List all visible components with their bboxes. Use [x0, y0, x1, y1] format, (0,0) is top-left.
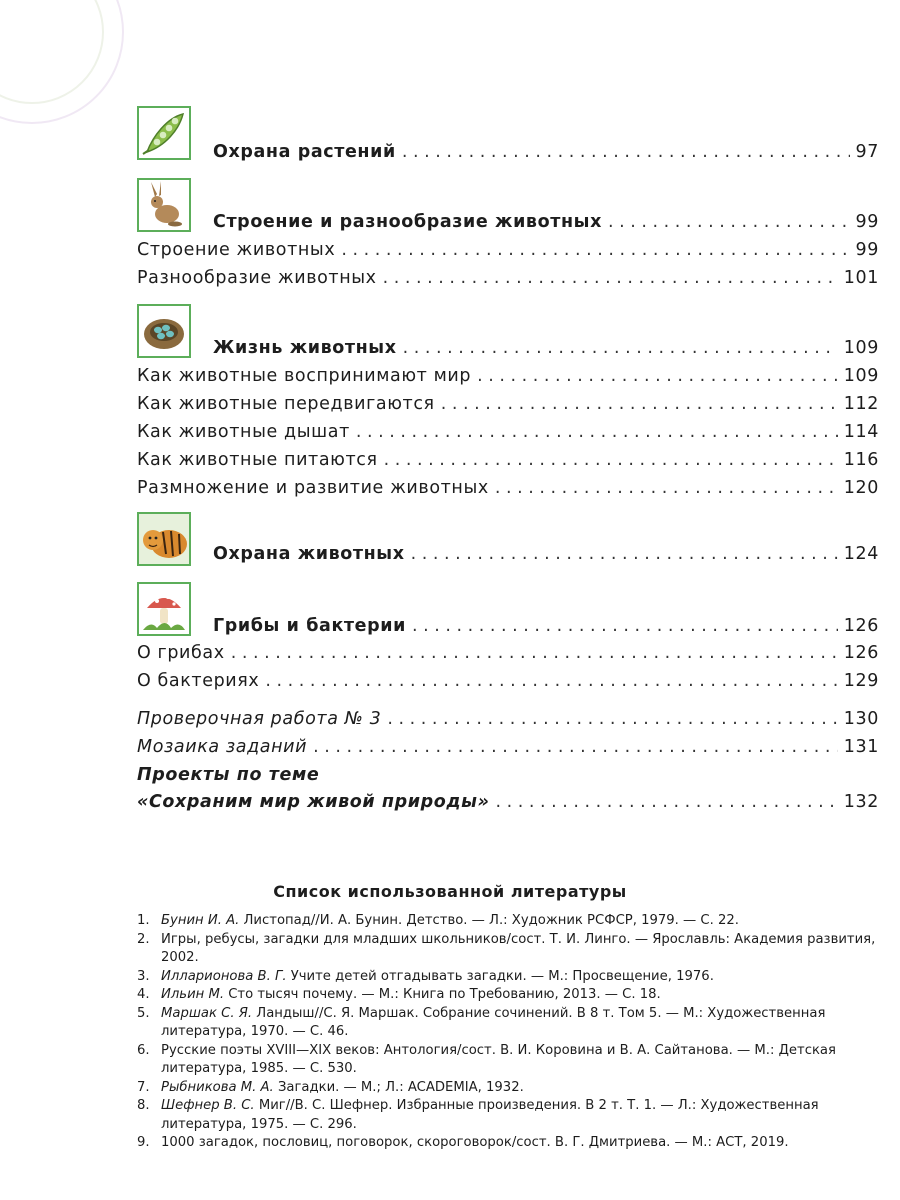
toc-section-heading[interactable]: Жизнь животных . . . 109: [137, 338, 879, 366]
literature-item: 1. Бунин И. А. Листопад//И. А. Бунин. Детство. — Л.: Художник РСФСР, 1979. — С. 22.: [137, 913, 739, 928]
literature-item: 8. Шефнер В. С. Миг//В. С. Шефнер. Избранные произведения. В 2 т. Т. 1. — Л.: Художественная литература, 1975. — С. 296.: [137, 1098, 819, 1132]
toc-section-heading[interactable]: Грибы и бактерии . . . 126: [137, 616, 879, 644]
literature-item: 4. Ильин М. Сто тысяч почему. — М.: Книга по Требованию, 2013. — С. 18.: [137, 987, 661, 1002]
toc-entry[interactable]: Размножение и развитие животных . . . 120: [137, 478, 879, 506]
toc-entry[interactable]: Как животные дышат . . . 114: [137, 422, 879, 450]
toc-entry[interactable]: Как животные воспринимают мир . . . 109: [137, 366, 879, 394]
literature-item: 5. Маршак С. Я. Ландыш//С. Я. Маршак. Собрание сочинений. В 8 т. Том 5. — М.: Художественная литература, 1970. — С. 46.: [137, 1005, 826, 1039]
toc-entry[interactable]: Как животные питаются . . . 116: [137, 450, 879, 478]
literature-item: 3. Илларионова В. Г. Учите детей отгадывать загадки. — М.: Просвещение, 1976.: [137, 968, 714, 984]
toc-section-heading[interactable]: Охрана животных . . . 124: [137, 544, 879, 572]
literature-list: [137, 912, 885, 1153]
toc-entry[interactable]: Проверочная работа № 3 . . . 130: [137, 709, 879, 737]
literature-item: 6. Русские поэты XVIII—XIX веков: Антология/сост. В. И. Коровина и В. А. Сайтанова. — М.: Детская литература, 1985. — С. 530.: [137, 1042, 836, 1076]
toc-entry[interactable]: «Сохраним мир живой природы» . . . 132: [137, 792, 879, 820]
literature-item: 2. Игры, ребусы, загадки для младших школьников/сост. Т. И. Линго. — Ярославль: Академия развития, 2002.: [137, 931, 876, 965]
literature-title: Список использованной литературы: [273, 882, 627, 901]
toc-entry[interactable]: Строение животных . . . 99: [137, 240, 879, 268]
literature-item: 9. 1000 загадок, пословиц, поговорок, скороговорок/сост. В. Г. Дмитриева. — М.: АСТ, 2019.: [137, 1135, 789, 1150]
toc-projects-title[interactable]: Проекты по теме: [137, 765, 320, 785]
toc-section-heading[interactable]: Охрана растений . . . 97: [137, 142, 879, 170]
toc-section-heading[interactable]: Строение и разнообразие животных . . . 99: [137, 212, 879, 240]
toc-entry[interactable]: Мозаика заданий . . . 131: [137, 737, 879, 765]
toc-entry[interactable]: О грибах . . . 126: [137, 643, 879, 671]
literature-item: 7. Рыбникова М. А. Загадки. — М.; Л.: ACADEMIA, 1932.: [137, 1079, 524, 1095]
toc-entry[interactable]: О бактериях . . . 129: [137, 671, 879, 699]
toc-entry[interactable]: Как животные передвигаются . . . 112: [137, 394, 879, 422]
toc-entry[interactable]: Разнообразие животных . . . 101: [137, 268, 879, 296]
